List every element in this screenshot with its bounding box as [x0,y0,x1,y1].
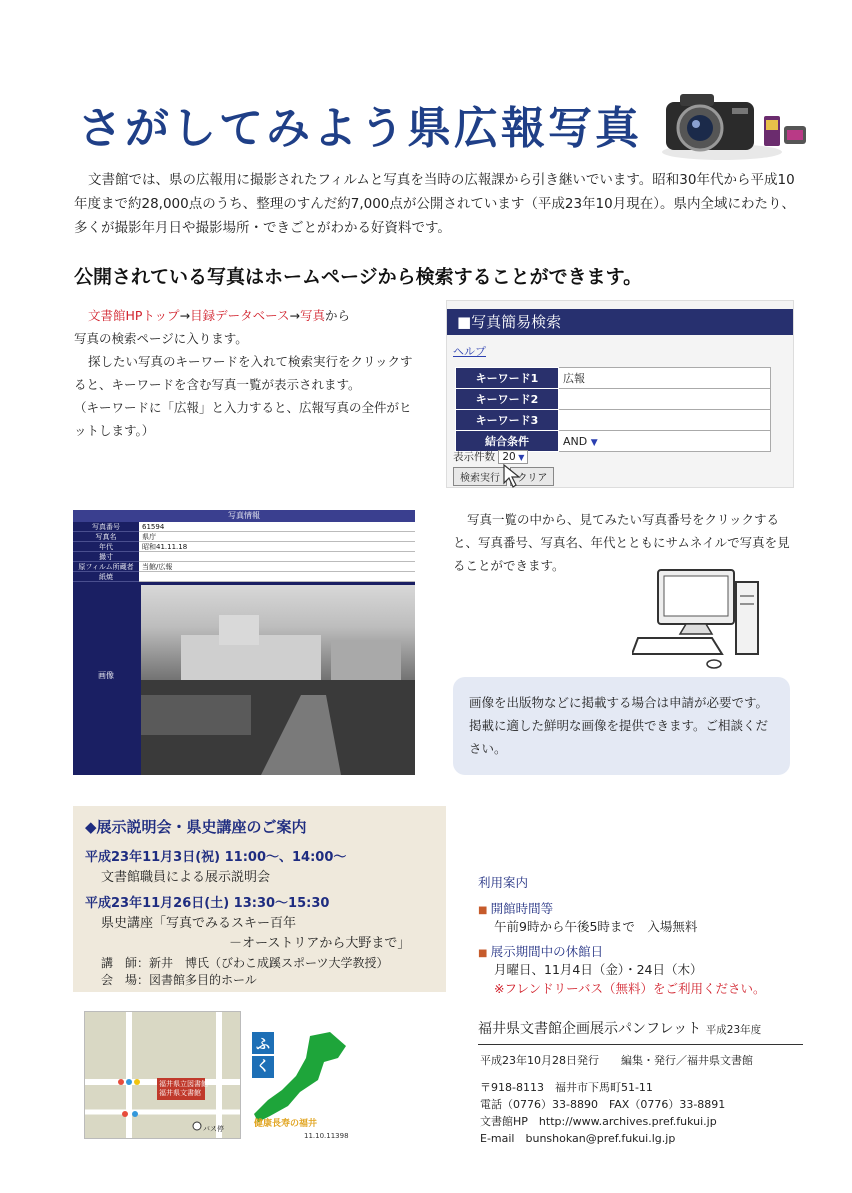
square-bullet-icon: ■ [478,948,491,959]
link-photos[interactable]: 写真 [299,308,325,323]
search-form [455,367,771,452]
record-header: 写真情報 [73,510,415,522]
map-label-library [159,1080,208,1098]
image-label: 画像 [98,671,114,680]
search-button[interactable]: 検索実行 [453,467,507,486]
record-screenshot [73,510,415,775]
pamphlet-title [478,1018,803,1045]
condition-select[interactable] [559,431,771,452]
record-row [73,552,415,562]
hours-item [478,899,808,917]
fukui-text: ふくい [256,1037,270,1097]
clear-button[interactable]: クリア [510,467,554,486]
field-label: キーワード2 [456,389,559,410]
building-photo-illustration [141,585,415,775]
keyword1-input[interactable]: 広報 [559,368,771,389]
notice-box [453,677,790,775]
keyword2-input[interactable] [559,389,771,410]
record-label: 紙焼 [73,572,139,582]
howto-line2: 写真の検索ページに入ります。 [74,331,248,346]
event1-date: 平成23年11月3日(祝) 11:00～、14:00～ [85,850,347,865]
field-label: 結合条件 [456,431,559,452]
events-heading: ◆展示説明会・県史講座のご案内 [85,818,307,836]
record-value [139,572,415,582]
howto-tail: から [324,308,350,323]
cursor-arrow-icon [502,463,524,489]
usage-info [478,873,808,997]
map-archives-name: 福井県文書館 [159,1089,201,1097]
camera-icon [660,86,820,162]
record-value: 61594 [139,522,415,532]
howto-text [74,304,419,442]
search-screenshot [446,300,794,488]
keyword3-input[interactable] [559,410,771,431]
record-row [73,542,415,552]
count-value: 20 [502,451,516,463]
publish-line: 平成23年10月28日発行 編集・発行／福井県文書館 [480,1054,753,1067]
intro-paragraph: 文書館では、県の広報用に撮影されたフィルムと写真を当時の広報課から引き継いでいます。昭和30年代から平成10年度まで約28,000点のうち、整理のすんだ約7,000点が公開されています（平成23年10月現在）。県内全域にわたり、多くが撮影年月日や撮影場所・できごとがわかる好資料です。 [74,172,795,236]
record-row [73,562,415,572]
events-box [73,806,446,992]
square-bullet-icon: ■ [478,905,491,916]
computer-icon [632,566,772,672]
event2-date: 平成23年11月26日(土) 13:30～15:30 [85,896,330,911]
notice-text: 画像を出版物などに掲載する場合は申請が必要です。掲載に適した鮮明な画像を提供できます。ご相談ください。 [469,695,769,756]
record-row [73,522,415,532]
field-label: キーワード1 [456,368,559,389]
record-label: 写真名 [73,532,139,542]
record-value: 昭和41.11.18 [139,542,415,552]
search-header: ■写真簡易検索 [447,309,793,335]
phone-line: 電話（0776）33-8890 FAX（0776）33-8891 [480,1098,726,1111]
hours-title: 開館時間等 [490,901,554,916]
closed-item [478,942,808,960]
count-label: 表示件数 [453,451,495,463]
lecturer: 講 師：新井 博氏（びわこ成蹊スポーツ大学教授） [101,956,389,970]
record-label: 年代 [73,542,139,552]
hours-text: 午前9時から午後5時まで 入場無料 [494,919,698,934]
closed-text: 月曜日、11月4日（金）・24日（木） [494,962,703,977]
record-label: 写真番号 [73,522,139,532]
event2-desc: 県史講座「写真でみるスキー百年 [101,916,297,931]
record-label: 撮寸 [73,552,139,562]
record-label: 原フィルム所蔵者 [73,562,139,572]
map-illustration [85,1012,240,1138]
pamphlet-name: 福井県文書館企画展示パンフレット [478,1021,702,1037]
field-label: キーワード3 [456,410,559,431]
click-description: 写真一覧の中から、見てみたい写真番号をクリックすると、写真番号、写真名、年代とともにサムネイルで写真を見ることができます。 [453,512,790,573]
code-text: 11.10.11398 [304,1132,349,1140]
howto-para3: （キーワードに「広報」と入力すると、広報写真の全件がヒットします。） [74,400,412,438]
closed-title: 展示期間中の休館日 [490,944,604,959]
chevron-down-icon: ▼ [590,437,598,448]
fukui-logo [250,1028,370,1140]
venue: 会 場：図書館多目的ホール [101,973,257,987]
help-link[interactable]: ヘルプ [453,345,486,358]
record-value: 当館/広報 [139,562,415,572]
record-row [73,572,415,582]
link-hp-top[interactable]: 文書館HPトップ [88,308,180,323]
map-library-name: 福井県立図書館 [159,1080,208,1088]
access-map [84,1011,241,1139]
howto-para2: 探したい写真のキーワードを入れて検索実行をクリックすると、キーワードを含む写真一覧が表示されます。 [74,354,413,392]
page-title: さがしてみよう県広報写真 [78,103,642,154]
condition-value: AND [563,434,588,448]
prefectural-office-photo [141,585,415,775]
event1-desc: 文書館職員による展示説明会 [101,870,271,885]
website-line[interactable]: 文書館HP http://www.archives.pref.fukui.jp [480,1115,717,1128]
bus-note: ※フレンドリーバス（無料）をご利用ください。 [494,981,766,996]
record-value: 県庁 [139,532,415,542]
chevron-down-icon: ▼ [515,453,525,462]
arrow: → [179,308,191,323]
address-line: 〒918-8113 福井市下馬町51-11 [480,1081,653,1094]
colophon [480,1052,753,1147]
email-line[interactable]: E-mail bunshokan@pref.fukui.lg.jp [480,1132,676,1145]
record-row [73,532,415,542]
usage-heading: 利用案内 [478,875,529,890]
bus-stop-label: バス停 [203,1125,224,1133]
section-heading: 公開されている写真はホームページから検索することができます。 [74,266,643,288]
link-catalog-db[interactable]: 目録データベース [190,308,290,323]
record-value [139,552,415,562]
slogan-text: 健康長寿の福井 [254,1119,318,1129]
arrow: → [289,308,300,323]
pamphlet-year: 平成23年度 [705,1024,762,1036]
count-select[interactable] [498,450,528,464]
event2-desc-sub: －オーストリアから大野まで」 [229,936,411,951]
